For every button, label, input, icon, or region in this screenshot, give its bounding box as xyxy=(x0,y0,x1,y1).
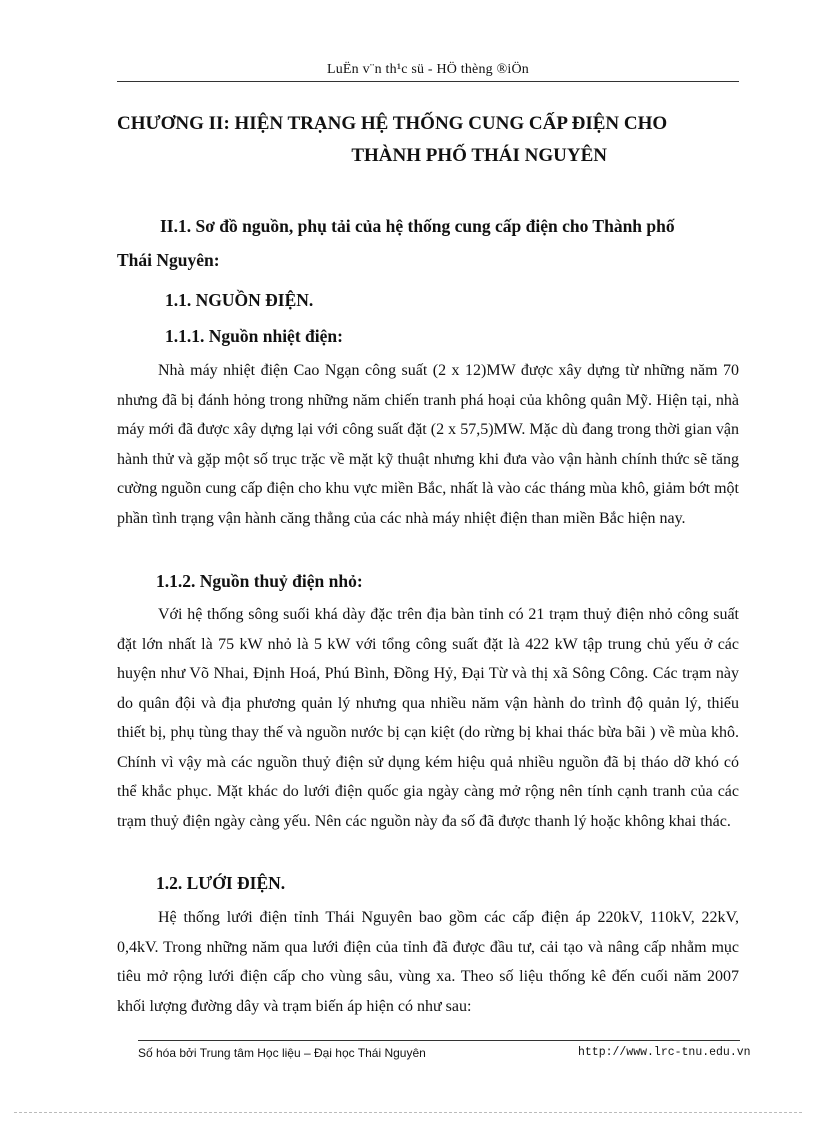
footer-divider xyxy=(138,1040,740,1041)
chapter-title xyxy=(117,108,739,172)
chapter-title-line1: CHƯƠNG II: HIỆN TRẠNG HỆ THỐNG CUNG CẤP ĐIỆN CHO xyxy=(117,113,668,134)
subsection-heading-1-1-2: 1.1.2. Nguồn thuỷ điện nhỏ: xyxy=(156,571,363,591)
footer-source: Số hóa bởi Trung tâm Học liệu – Đại học Thái Nguyên xyxy=(138,1046,426,1060)
subsection-heading-1-2: 1.2. LƯỚI ĐIỆN. xyxy=(156,873,286,893)
paragraph-text: Với hệ thống sông suối khá dày đặc trên địa bàn tỉnh có 21 trạm thuỷ điện nhỏ công suất đặt lớn nhất là 75 kW nhỏ là 5 kW với tổng công suất đặt là 422 kW tập trung chủ yếu ở các huyện như Võ Nhai, Định Hoá, Phú Bình, Đồng Hỷ, Đại Từ và thị xã Sông Công. Các trạm này do quân đội và địa phương quản lý nhưng qua nhiều năm vận hành do trình độ quản lý, thiếu thiết bị, phụ tùng thay thế và nguồn nước bị cạn kiệt (do rừng bị khai thác bừa bãi ) về mùa khô. Chính vì vậy mà các nguồn thuỷ điện sử dụng kém hiệu quả nhiều nguồn đã bị tháo dỡ khó có thể khắc phục. Mặt khác do lưới điện quốc gia ngày càng mở rộng nên tính cạnh tranh của các trạm thuỷ điện ngày càng yếu. Nên các nguồn này đa số đã được thanh lý hoặc không khai thác. xyxy=(117,606,739,830)
paragraph-thermal-power xyxy=(117,356,739,533)
paragraph-text: Nhà máy nhiệt điện Cao Ngạn công suất (2 x 12)MW được xây dựng từ những năm 70 nhưng đã bị đánh hỏng trong những năm chiến tranh phá hoại của không quân Mỹ. Hiện tại, nhà máy mới đã được xây dựng lại với công suất đặt (2 x 57,5)MW. Mặc dù đang trong thời gian vận hành thử và gặp một số trục trặc về mặt kỹ thuật nhưng khi đưa vào vận hành chính thức sẽ tăng cường nguồn cung cấp điện cho khu vực miền Bắc, nhất là vào các tháng mùa khô, giảm bớt một phần tình trạng vận hành căng thẳng của các nhà máy nhiệt điện than miền Bắc hiện nay. xyxy=(117,362,739,527)
page-boundary-line xyxy=(14,1112,802,1113)
running-header: LuËn v¨n th¹c sü - HÖ thèng ®iÖn xyxy=(326,62,530,77)
chapter-title-line2: THÀNH PHỐ THÁI NGUYÊN xyxy=(351,145,607,166)
footer-url: http://www.lrc-tnu.edu.vn xyxy=(578,1046,751,1059)
subsection-heading-1-1-1: 1.1.1. Nguồn nhiệt điện: xyxy=(165,326,343,346)
section-heading-line2: Thái Nguyên: xyxy=(117,250,220,270)
header-divider xyxy=(117,81,739,82)
paragraph-power-grid xyxy=(117,903,739,1021)
paragraph-text: Hệ thống lưới điện tỉnh Thái Nguyên bao gồm các cấp điện áp 220kV, 110kV, 22kV, 0,4kV. Trong những năm qua lưới điện của tỉnh đã được đầu tư, cải tạo và nâng cấp nhằm mục tiêu mở rộng lưới điện cấp cho vùng sâu, vùng xa. Theo số liệu thống kê đến cuối năm 2007 khối lượng đường dây và trạm biến áp hiện có như sau: xyxy=(117,909,739,1015)
section-heading-line1: II.1. Sơ đồ nguồn, phụ tải của hệ thống cung cấp điện cho Thành phố xyxy=(160,216,675,236)
paragraph-small-hydro xyxy=(117,600,739,836)
subsection-heading-1-1: 1.1. NGUỒN ĐIỆN. xyxy=(165,290,314,310)
